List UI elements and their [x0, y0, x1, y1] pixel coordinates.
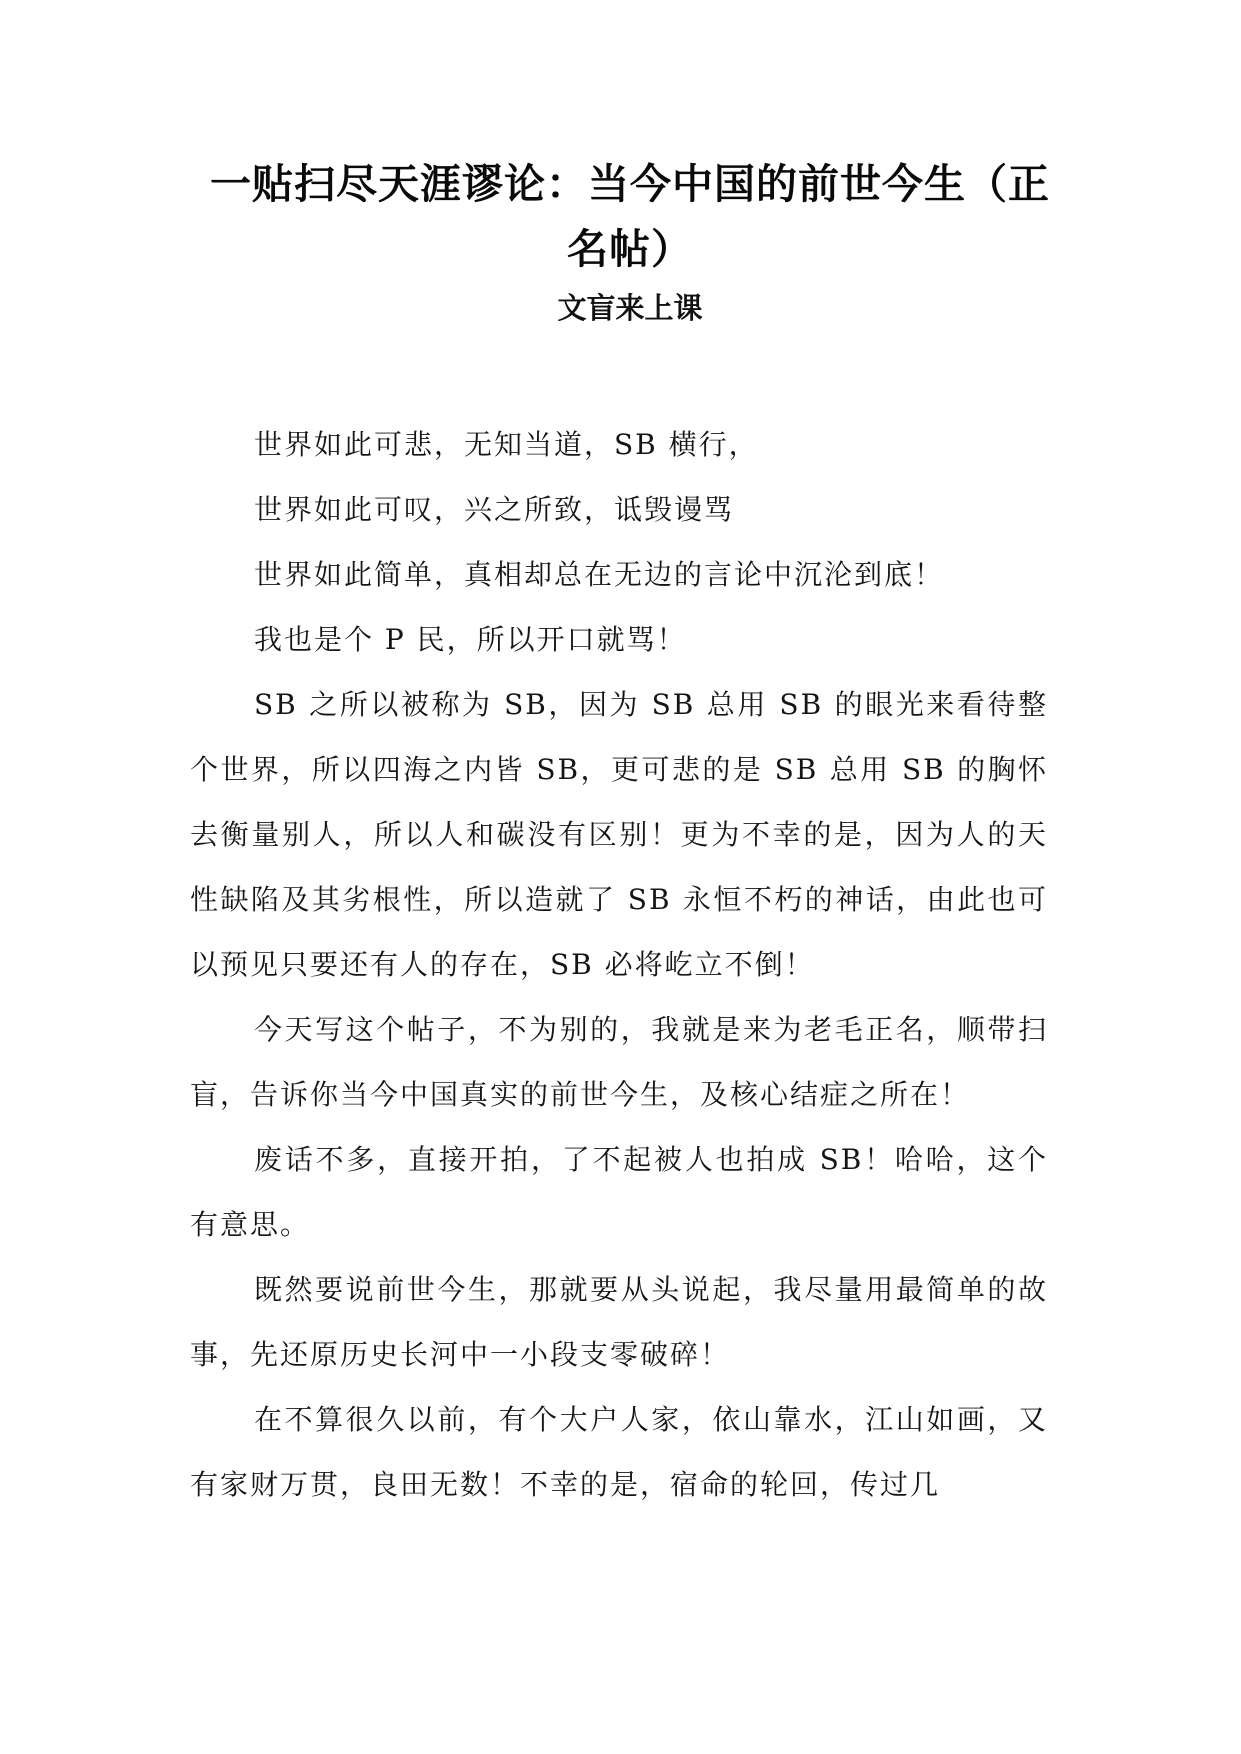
paragraph-1: 世界如此可悲，无知当道，SB 横行，	[254, 428, 759, 461]
paragraph-4: 我也是个 P 民，所以开口就骂！	[254, 623, 687, 656]
document-title: 一贴扫尽天涯谬论：当今中国的前世今生（正名帖）	[210, 160, 1050, 273]
paragraph-5: SB 之所以被称为 SB，因为 SB 总用 SB 的眼光来看待整个世界，所以四海之内皆 SB，更可悲的是 SB 总用 SB 的胸怀去衡量别人，所以人和碳没有区别！更为不幸的是，因为人的天性缺陷及其劣根性，所以造就了 SB 永恒不朽的神话，由此也可以预见只要还有人的存在，SB 必将屹立不倒！	[190, 688, 1048, 981]
paragraph-8: 既然要说前世今生，那就要从头说起，我尽量用最简单的故事，先还原历史长河中一小段支零破碎！	[190, 1273, 1048, 1371]
paragraph-7: 废话不多，直接开拍，了不起被人也拍成 SB！哈哈，这个有意思。	[190, 1143, 1048, 1241]
paragraph-3: 世界如此简单，真相却总在无边的言论中沉沦到底！	[254, 558, 945, 591]
paragraph-2: 世界如此可叹，兴之所致，诋毁谩骂	[254, 493, 735, 526]
paragraph-6: 今天写这个帖子，不为别的，我就是来为老毛正名，顺带扫盲，告诉你当今中国真实的前世今生，及核心结症之所在！	[190, 1013, 1048, 1111]
paragraph-9: 在不算很久以前，有个大户人家，依山靠水，江山如画，又有家财万贯，良田无数！不幸的是，宿命的轮回，传过几	[190, 1403, 1048, 1501]
author-name: 文盲来上课	[557, 291, 703, 325]
document-body	[190, 412, 1048, 1517]
